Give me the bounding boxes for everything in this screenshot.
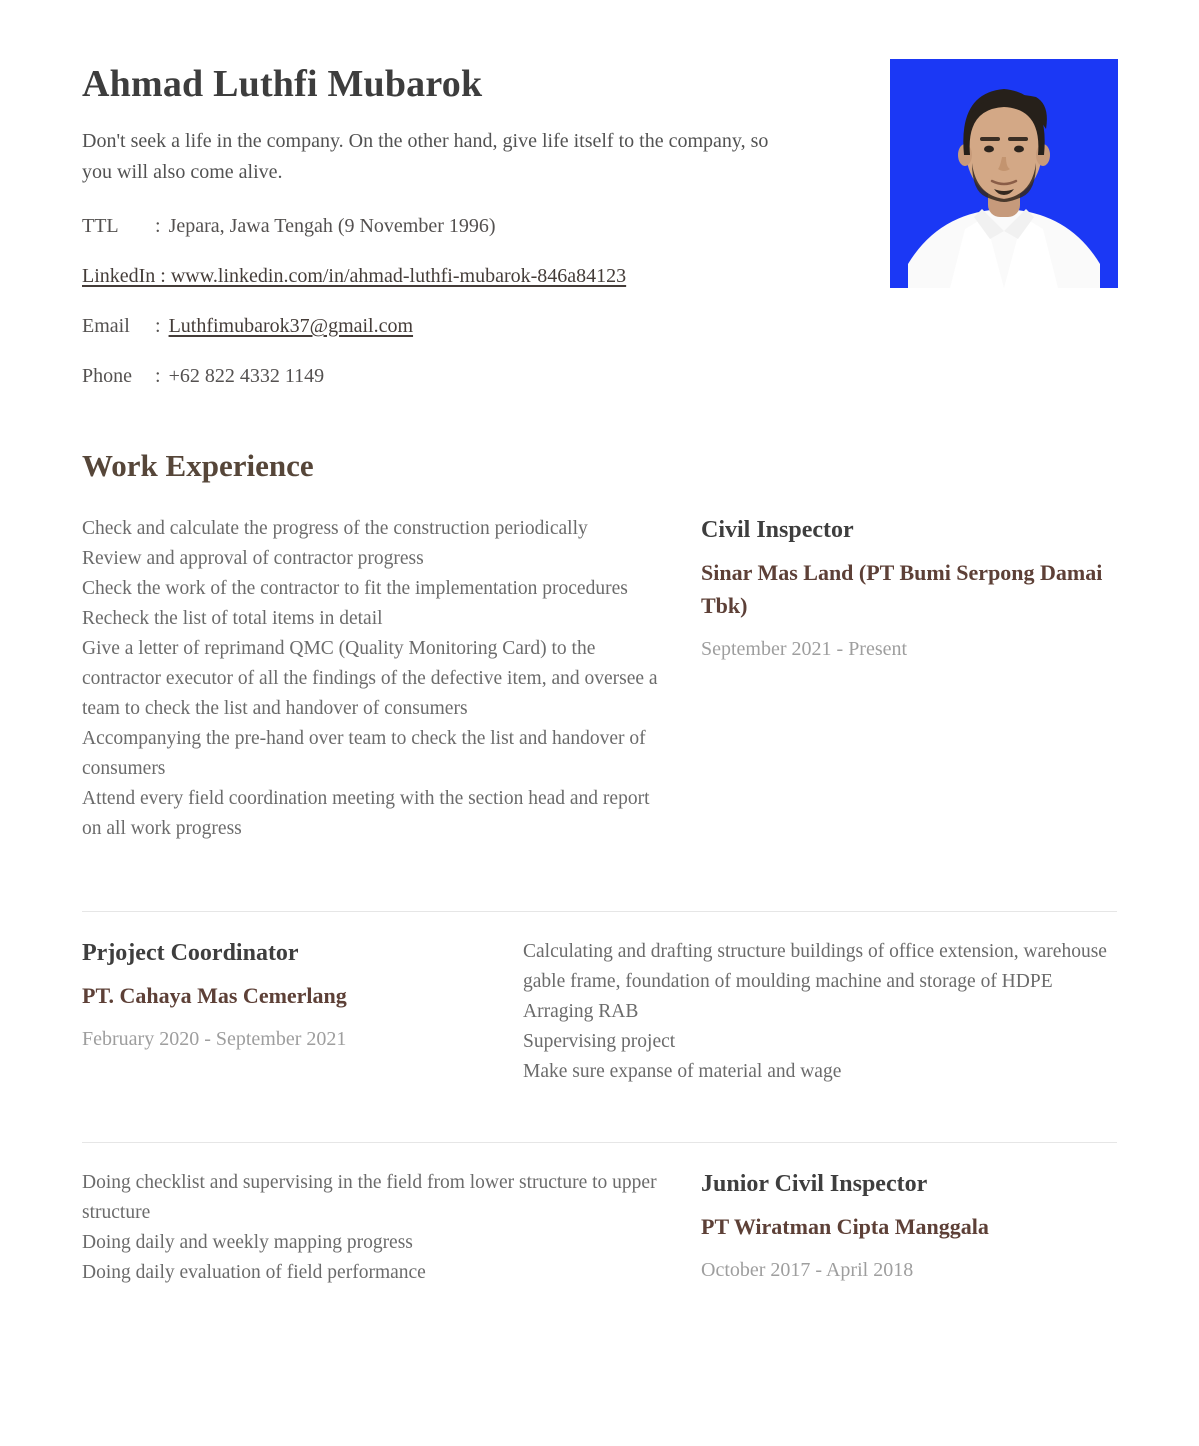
duty-line: Doing checklist and supervising in the field from lower structure to upper structure — [82, 1172, 657, 1224]
duty-line: Check the work of the contractor to fit the implementation procedures — [82, 578, 628, 600]
job-header — [701, 1168, 1117, 1288]
profile-photo-illustration — [890, 59, 1118, 288]
linkedin-link[interactable]: LinkedIn : www.linkedin.com/in/ahmad-luthfi-mubarok-846a84123 — [82, 264, 627, 287]
ttl-label: TTL — [82, 214, 119, 237]
email-separator: : — [155, 314, 161, 337]
duty-line: Calculating and drafting structure buildings of office extension, warehouse gable frame, foundation of moulding machine and storage of HDPE — [523, 941, 1107, 993]
contact-row-email — [82, 313, 1117, 339]
duty-line: Give a letter of reprimand QMC (Quality Monitoring Card) to the contractor executor of all the findings of the defective item, and oversee a team to check the list and handover of consumers — [82, 638, 658, 720]
duty-line: Supervising project — [523, 1031, 676, 1053]
duties-list — [82, 514, 665, 844]
date-range: September 2021 - Present — [701, 638, 908, 661]
email-link[interactable]: Luthfimubarok37@gmail.com — [168, 314, 414, 337]
candidate-name: Ahmad Luthfi Mubarok — [82, 63, 483, 105]
contact-row-phone — [82, 363, 1117, 389]
job-title: Civil Inspector — [701, 517, 854, 544]
duty-line: Accompanying the pre-hand over team to check the list and handover of consumers — [82, 728, 646, 780]
ttl-separator: : — [155, 214, 161, 237]
duty-line: Check and calculate the progress of the construction periodically — [82, 518, 588, 540]
duty-line: Make sure expanse of material and wage — [523, 1061, 842, 1083]
duty-line: Recheck the list of total items in detail — [82, 608, 383, 630]
job-header — [82, 937, 487, 1087]
company-name: PT Wiratman Cipta Manggala — [701, 1214, 989, 1240]
job-title: Junior Civil Inspector — [701, 1171, 928, 1198]
job-header — [701, 514, 1117, 844]
work-entry-project-coordinator — [82, 911, 1117, 1142]
date-range: October 2017 - April 2018 — [701, 1259, 914, 1282]
duty-line: Doing daily evaluation of field performance — [82, 1262, 426, 1284]
phone-value: +62 822 4332 1149 — [168, 364, 325, 387]
phone-separator: : — [155, 364, 161, 387]
ttl-value: Jepara, Jawa Tengah (9 November 1996) — [168, 214, 496, 237]
work-experience-heading: Work Experience — [82, 447, 314, 483]
duty-line: Review and approval of contractor progress — [82, 548, 424, 570]
personal-quote: Don't seek a life in the company. On the other hand, give life itself to the company, so you will also come alive. — [82, 129, 769, 183]
phone-label: Phone — [82, 364, 132, 387]
duty-line: Attend every field coordination meeting with the section head and report on all work progress — [82, 788, 650, 840]
work-experience-entries — [82, 514, 1117, 1324]
duty-line: Doing daily and weekly mapping progress — [82, 1232, 413, 1254]
duties-list — [523, 937, 1117, 1087]
profile-photo — [890, 59, 1118, 288]
company-name: PT. Cahaya Mas Cemerlang — [82, 983, 347, 1009]
email-label: Email — [82, 314, 130, 337]
work-entry-civil-inspector — [82, 514, 1117, 911]
job-title: Prjoject Coordinator — [82, 940, 299, 967]
duty-line: Arraging RAB — [523, 1001, 639, 1023]
duties-list — [82, 1168, 665, 1288]
work-entry-junior-civil-inspector — [82, 1142, 1117, 1324]
date-range: February 2020 - September 2021 — [82, 1028, 347, 1051]
company-name: Sinar Mas Land (PT Bumi Serpong Damai Tbk) — [701, 560, 1103, 619]
